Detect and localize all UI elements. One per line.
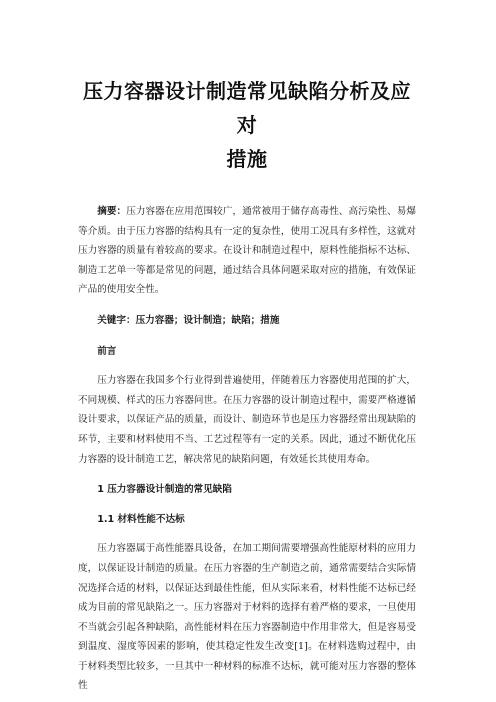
preface-paragraph: 压力容器在我国多个行业得到普遍使用，伴随着压力容器使用范围的扩大，不同规模、样式的压力容器问世。在压力容器的设计制造过程中，需要严格遵循设计要求，以保证产品的质量，而设计、制造环节也是压力容器经常出现缺陷的环节，主要和材料使用不当、工艺过程等有一定的关系。因此，通过不断优化压力容器的设计制造工艺，解决常见的缺陷问题，有效延长其使用寿命。: [78, 375, 416, 465]
title-line-2: 措施: [226, 147, 268, 171]
section-1-heading: 1 压力容器设计制造的常见缺陷: [97, 484, 232, 496]
keywords: [78, 311, 416, 331]
abstract-text: 压力容器在应用范围较广，通常被用于储存高毒性、高污染性、易爆等介质。由于压力容器的结构具有一定的复杂性，使用工况具有多样性，这就对压力容器的质量有着较高的要求。在设计和制造过程中，原料性能指标不达标、制造工艺单一等都是常见的问题，通过结合具体问题采取对应的措施，有效保证产品的使用安全性。: [78, 206, 417, 296]
section-1-1-paragraph: 压力容器属于高性能器具设备，在加工期间需要增强高性能原材料的应用力度，以保证设计制造的质量。在压力容器的生产制造之前，通常需要结合实际情况选择合适的材料，以保证达到最佳性能，但从实际来看，材料性能不达标已经成为目前的常见缺陷之一。压力容器对于材料的选择有着严格的要求，一旦使用不当就会引起各种缺陷，高性能材料在压力容器制造中作用非常大，但是容易受到温度、湿度等因素的影响，使其稳定性发生改变[1]。在材料选购过程中，由于材料类型比较多，一旦其中一种材料的标准不达标，就可能对压力容器的整体性: [78, 543, 416, 692]
preface-heading: 前言: [97, 345, 117, 357]
keywords-text: 压力容器；设计制造；缺陷；措施: [135, 314, 280, 326]
document-title: [78, 74, 416, 176]
abstract-label: 摘要：: [97, 206, 127, 217]
keywords-label: 关键字：: [97, 314, 136, 326]
section-1-1-heading: 1.1 材料性能不达标: [97, 513, 185, 525]
title-line-1: 压力容器设计制造常见缺陷分析及应对: [83, 79, 411, 137]
abstract: [78, 202, 416, 300]
